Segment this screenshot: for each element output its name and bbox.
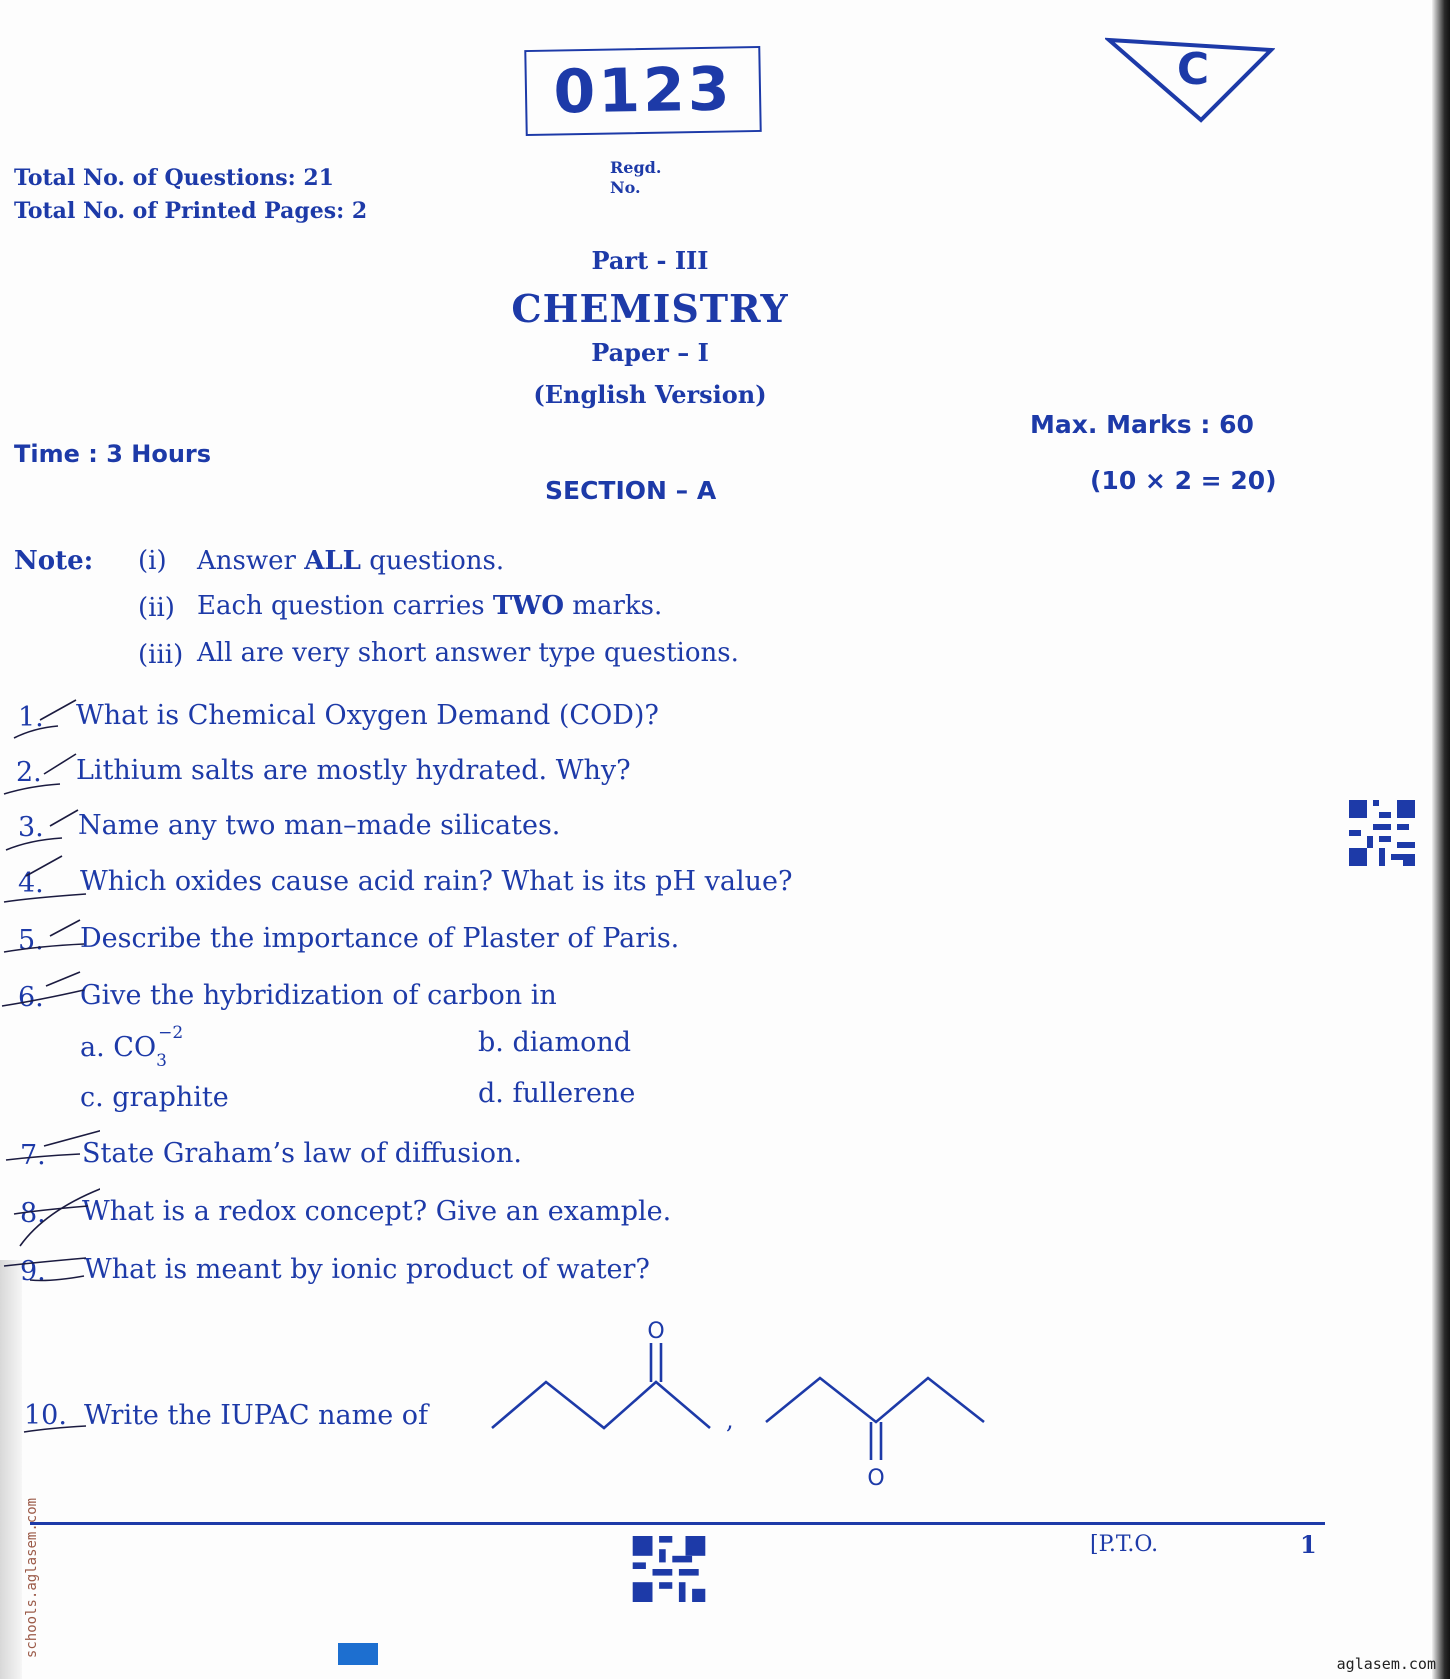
question-text: What is Chemical Oxygen Demand (COD)? [76, 700, 659, 731]
footer-rule [30, 1522, 1325, 1525]
question-number: 1. [18, 702, 44, 733]
question-text: State Graham’s law of diffusion. [82, 1138, 523, 1169]
part-label: Part - III [591, 246, 709, 275]
q10-structures [488, 1310, 1008, 1492]
regd-no-label [610, 158, 661, 198]
regd-line-1: Regd. [610, 158, 662, 177]
question-text: Which oxides cause acid rain? What is its pH value? [80, 866, 793, 897]
question-number: 8. [20, 1198, 46, 1229]
qr-code-side [1349, 800, 1415, 870]
question-text: Name any two man–made silicates. [78, 810, 561, 841]
page-number: 1 [1300, 1530, 1317, 1559]
oxygen-atom-label: O [867, 1466, 885, 1491]
q6-option-c: c. graphite [80, 1082, 229, 1113]
version-label: (English Version) [533, 380, 767, 409]
question-text: What is meant by ionic product of water? [84, 1254, 650, 1285]
qr-code-footer [632, 1536, 706, 1606]
ketone-structure-1 [492, 1343, 710, 1428]
question-number: 5. [18, 925, 44, 956]
oxygen-atom-label: O [647, 1319, 665, 1344]
question-text: Give the hybridization of carbon in [80, 980, 557, 1011]
handwritten-ticks [0, 690, 100, 1470]
blue-marker [338, 1643, 378, 1665]
watermark: aglasem.com [1336, 1655, 1436, 1673]
question-number: 3. [18, 812, 44, 843]
question-number: 2. [16, 757, 42, 788]
question-number: 7. [20, 1140, 46, 1171]
question-number: 6. [18, 982, 44, 1013]
regd-line-2: No. [610, 178, 641, 197]
set-code: C [1176, 44, 1210, 95]
q6-option-b: b. diamond [478, 1027, 631, 1058]
paper-label: Paper – I [591, 338, 709, 367]
question-text: What is a redox concept? Give an example. [82, 1196, 672, 1227]
note-item-num: (iii) [138, 640, 184, 670]
ketone-structure-2 [766, 1378, 984, 1460]
pto-label: [P.T.O. [1090, 1532, 1159, 1557]
paper-code-box [524, 46, 761, 136]
structure-separator: , [726, 1406, 734, 1434]
question-number: 4. [18, 868, 44, 899]
time-label: Time : 3 Hours [14, 440, 212, 468]
question-text: Describe the importance of Plaster of Paris. [80, 923, 680, 954]
note-label: Note: [14, 546, 94, 576]
note-item: Each question carries TWO marks. [197, 591, 663, 621]
triangle-icon [1105, 36, 1275, 126]
note-item-num: (i) [138, 546, 167, 576]
side-watermark: schools.aglasem.com [24, 1497, 41, 1659]
note-item: Answer ALL questions. [197, 546, 505, 576]
section-heading: SECTION – A [545, 476, 717, 505]
note-item-num: (ii) [138, 593, 175, 623]
question-number: 9. [20, 1256, 46, 1287]
note-item: All are very short answer type questions. [197, 638, 739, 668]
qr-icon [632, 1536, 706, 1602]
page-edge-right [1432, 0, 1450, 1679]
question-number: 10. [24, 1400, 67, 1431]
max-marks: Max. Marks : 60 [1030, 410, 1254, 439]
subject-title: CHEMISTRY [511, 286, 789, 331]
total-pages: Total No. of Printed Pages: 2 [14, 198, 368, 224]
question-text: Lithium salts are mostly hydrated. Why? [76, 755, 631, 786]
qr-icon [1349, 800, 1415, 866]
q6-option-a: a. CO 3 −2 [80, 1023, 184, 1071]
question-text: Write the IUPAC name of [84, 1400, 429, 1431]
section-marks: (10 × 2 = 20) [1090, 466, 1277, 495]
paper-code: 0123 [552, 54, 734, 128]
set-code-triangle [1105, 36, 1275, 126]
q6-option-d: d. fullerene [478, 1078, 636, 1109]
total-questions: Total No. of Questions: 21 [14, 165, 334, 191]
